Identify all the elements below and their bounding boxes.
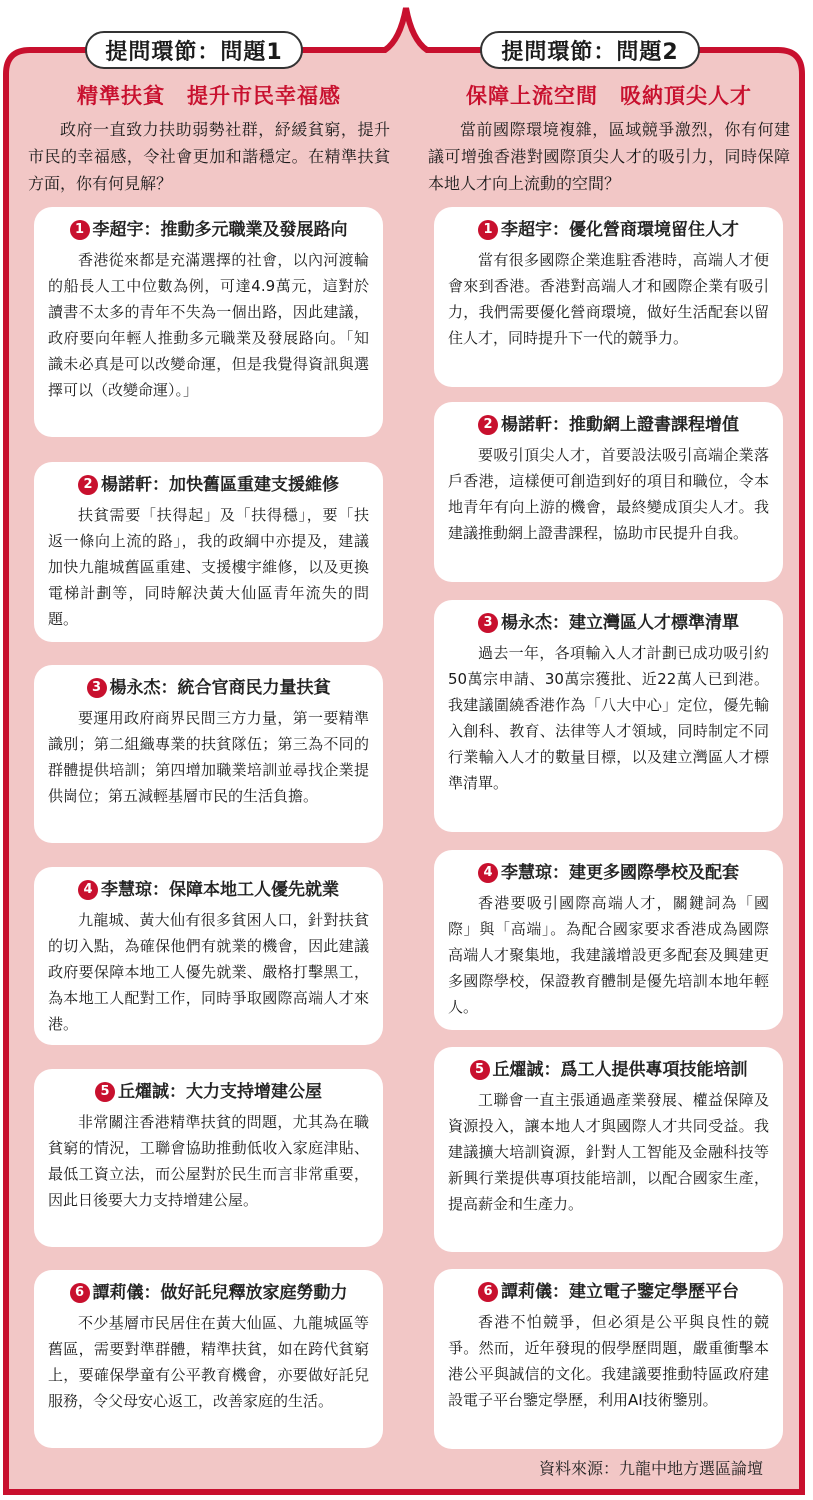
answer-card	[434, 600, 783, 832]
card-title	[48, 1280, 369, 1306]
card-body: 香港要吸引國際高端人才，關鍵詞為「國際」與「高端」。為配合國家要求香港成為國際高端人才聚集地，我建議增設更多配套及興建更多國際學校，保證教育體制是優先培訓本地年輕人。	[448, 894, 769, 1016]
card-title-text: 丘燿誠：大力支持增建公屋	[118, 1082, 322, 1102]
number-badge: 3	[87, 678, 107, 698]
card-title	[448, 412, 769, 438]
answer-card	[434, 1047, 783, 1252]
card-title-text: 李慧琼：建更多國際學校及配套	[501, 863, 739, 883]
number-badge: 5	[470, 1060, 490, 1080]
card-body: 過去一年，各項輸入人才計劃已成功吸引約50萬宗申請、30萬宗獲批、近22萬人已到港。我建議圍繞香港作為「八大中心」定位，優先輸入創科、教育、法律等人才領域，同時制定不同行業輸入人才的數量目標，以及建立灣區人才標準清單。	[448, 644, 769, 792]
number-badge: 6	[70, 1283, 90, 1303]
card-body: 非常關注香港精準扶貧的問題，尤其為在職貧窮的情況，工聯會協助推動低收入家庭津貼、最低工資立法，而公屋對於民生而言非常重要，因此日後要大力支持增建公屋。	[48, 1113, 369, 1209]
card-title	[48, 472, 369, 498]
card-body: 香港從來都是充滿選擇的社會，以內河渡輪的船長人工中位數為例，可達4.9萬元，這對於讀書不太多的青年不失為一個出路，因此建議，政府要向年輕人推動多元職業及發展路向。「知識未必真是可以改變命運，但是我覺得資訊與選擇可以（改變命運）。」	[48, 251, 369, 399]
card-body: 要運用政府商界民間三方力量，第一要精準識別；第二組織專業的扶貧隊伍；第三為不同的群體提供培訓；第四增加職業培訓並尋找企業提供崗位；第五減輕基層市民的生活負擔。	[48, 709, 369, 805]
answer-card	[34, 1069, 383, 1247]
card-title	[48, 217, 369, 243]
card-title-text: 楊諾軒：加快舊區重建支援維修	[101, 475, 339, 495]
answer-card	[434, 850, 783, 1030]
card-body: 要吸引頂尖人才，首要設法吸引高端企業落戶香港，這樣便可創造到好的項目和職位，令本地青年有向上游的機會，最終變成頂尖人才。我建議推動網上證書課程，協助市民提升自我。	[448, 446, 769, 542]
card-title	[448, 217, 769, 243]
question-2-intro: 當前國際環境複雜，區域競爭激烈，你有何建議可增強香港對國際頂尖人才的吸引力，同時保障本地人才向上流動的空間？	[428, 120, 790, 193]
question-2-heading: 保障上流空間 吸納頂尖人才	[466, 84, 752, 108]
answer-card	[34, 867, 383, 1045]
card-body: 扶貧需要「扶得起」及「扶得穩」，要「扶返一條向上流的路」，我的政綱中亦提及，建議加快九龍城舊區重建、支援樓宇維修，以及更換電梯計劃等，同時解決黃大仙區青年流失的問題。	[48, 506, 369, 628]
number-badge: 5	[95, 1082, 115, 1102]
answer-card	[434, 402, 783, 582]
number-badge: 4	[78, 880, 98, 900]
answer-card	[34, 207, 383, 437]
number-badge: 3	[478, 613, 498, 633]
card-title-text: 譚莉儀：建立電子鑒定學歷平台	[501, 1282, 739, 1302]
card-title	[448, 860, 769, 886]
number-badge: 4	[478, 863, 498, 883]
card-title-text: 丘燿誠：爲工人提供專項技能培訓	[492, 1060, 748, 1080]
question-1-column	[24, 82, 394, 1410]
question-1-tab: 提問環節：問題1	[85, 31, 303, 69]
card-title	[48, 1079, 369, 1105]
answer-card	[34, 1270, 383, 1448]
number-badge: 6	[478, 1282, 498, 1302]
source-credit: 資料來源：九龍中地方選區論壇	[538, 1459, 763, 1478]
card-title-text: 李慧琼：保障本地工人優先就業	[101, 880, 339, 900]
card-title-text: 楊諾軒：推動網上證書課程增值	[501, 415, 739, 435]
number-badge: 1	[70, 220, 90, 240]
question-1-intro: 政府一直致力扶助弱勢社群，紓緩貧窮，提升市民的幸福感，令社會更加和諧穩定。在精準扶貧方面，你有何見解？	[28, 120, 390, 193]
question-1-heading: 精準扶貧 提升市民幸福感	[77, 84, 341, 108]
card-title-text: 李超宇：推動多元職業及發展路向	[92, 220, 348, 240]
answer-card	[34, 462, 383, 642]
card-title	[448, 610, 769, 636]
answer-card	[34, 665, 383, 843]
card-body: 當有很多國際企業進駐香港時，高端人才便會來到香港。香港對高端人才和國際企業有吸引力，我們需要優化營商環境，做好生活配套以留住人才，同時提升下一代的競爭力。	[448, 251, 769, 347]
card-body: 香港不怕競爭，但必須是公平與良性的競爭。然而，近年發現的假學歷問題，嚴重衝擊本港公平與誠信的文化。我建議要推動特區政府建設電子平台鑒定學歷，利用AI技術鑒別。	[448, 1313, 769, 1409]
card-title	[448, 1057, 769, 1083]
answer-card	[434, 1269, 783, 1449]
card-title-text: 楊永杰：建立灣區人才標準清單	[501, 613, 739, 633]
card-body: 九龍城、黃大仙有很多貧困人口，針對扶貧的切入點，為確保他們有就業的機會，因此建議政府要保障本地工人優先就業、嚴格打擊黑工，為本地工人配對工作，同時爭取國際高端人才來港。	[48, 911, 369, 1033]
card-title	[48, 675, 369, 701]
number-badge: 1	[478, 220, 498, 240]
card-title-text: 楊永杰：統合官商民力量扶貧	[109, 678, 331, 698]
question-2-tab: 提問環節：問題2	[480, 31, 700, 69]
number-badge: 2	[78, 475, 98, 495]
card-body: 不少基層市民居住在黃大仙區、九龍城區等舊區，需要對準群體，精準扶貧，如在跨代貧窮上，要確保學童有公平教育機會，亦要做好託兒服務，令父母安心返工，改善家庭的生活。	[48, 1314, 369, 1410]
question-2-column	[424, 82, 794, 1409]
card-title	[448, 1279, 769, 1305]
answer-card	[434, 207, 783, 387]
card-title	[48, 877, 369, 903]
number-badge: 2	[478, 415, 498, 435]
card-body: 工聯會一直主張通過產業發展、權益保障及資源投入，讓本地人才與國際人才共同受益。我建議擴大培訓資源，針對人工智能及金融科技等新興行業提供專項技能培訓，以配合國家生產，提高薪金和生產力。	[448, 1091, 769, 1213]
card-title-text: 李超宇：優化營商環境留住人才	[501, 220, 739, 240]
card-title-text: 譚莉儀：做好託兒釋放家庭勞動力	[92, 1283, 348, 1303]
